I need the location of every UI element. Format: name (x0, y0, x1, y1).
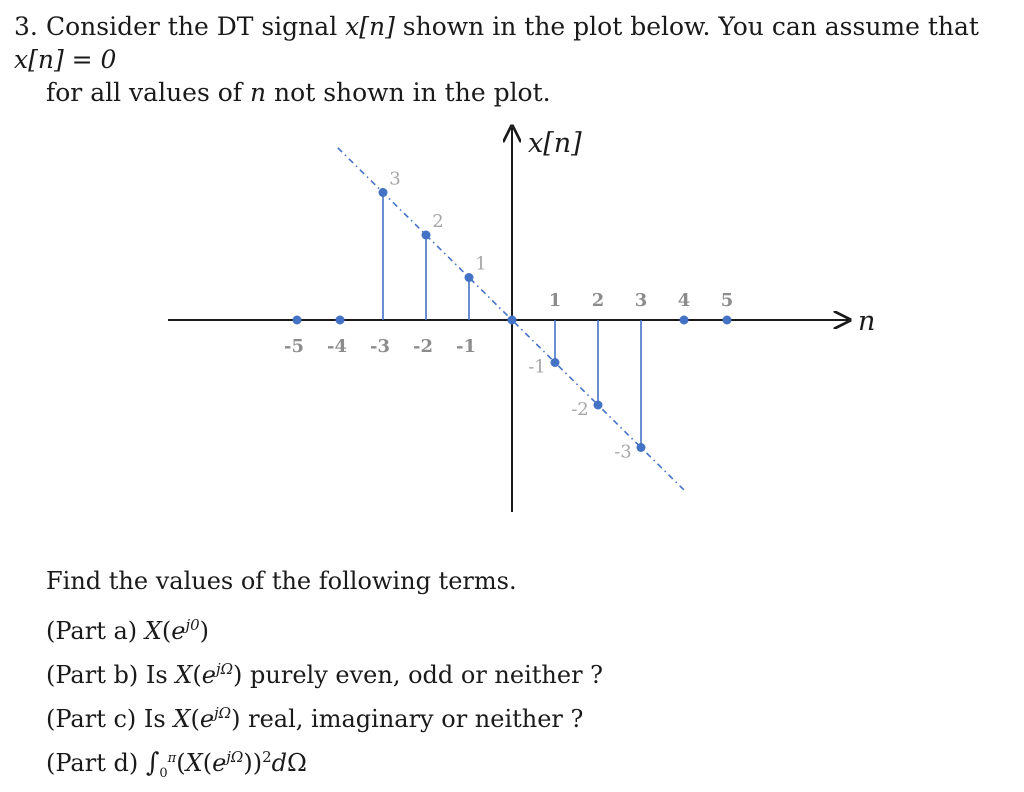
part-d: (Part d) $\int_0^\pi(X(e^{j\Omega}))^2d\Omega$ (46, 748, 307, 781)
stem-marks (284, 169, 733, 463)
tick-label-5: 5 (720, 290, 734, 311)
tick-label--1: -1 (456, 336, 476, 357)
problem-text-c: for all values of (46, 78, 250, 107)
part-c: (Part c) Is $X(e^{j\Omega})$ real, imaginary or neither ? (46, 704, 584, 733)
value-label-n2: -2 (571, 399, 589, 420)
tick-label-1: 1 (548, 290, 562, 311)
tick-label--5: -5 (284, 336, 304, 357)
stem-point-n3 (637, 443, 646, 452)
stem-point-n-4 (336, 316, 345, 325)
zero-condition: x[n] = 0 (14, 45, 117, 74)
problem-text-d: not shown in the plot. (266, 78, 551, 107)
stem-point-n1 (551, 358, 560, 367)
stem-point-n-5 (293, 316, 302, 325)
stem-point-n-3 (379, 188, 388, 197)
question-parts (46, 563, 946, 783)
value-label-n3: -3 (614, 441, 632, 463)
tick-label--2: -2 (413, 336, 433, 357)
x-axis-label: n (858, 306, 876, 337)
parts-intro: Find the values of the following terms. (46, 567, 517, 595)
problem-text-a: Consider the DT signal (46, 12, 346, 41)
tick-label-4: 4 (677, 290, 691, 311)
tick-label-3: 3 (634, 290, 648, 311)
part-b: (Part b) Is $X(e^{j\Omega})$ purely even, odd or neither ? (46, 660, 604, 689)
stem-point-n-1 (465, 273, 474, 282)
stem-point-n4 (680, 316, 689, 325)
stem-point-n-2 (422, 231, 431, 240)
tick-label--4: -4 (327, 336, 347, 357)
stem-point-n0 (508, 316, 517, 325)
value-label-n1: -1 (528, 356, 546, 378)
problem-text-b: shown in the plot below. You can assume that (394, 12, 979, 41)
value-label-n-1: 1 (475, 253, 487, 275)
value-label-n-2: 2 (432, 211, 444, 232)
tick-label--3: -3 (370, 336, 390, 357)
value-label-n-3: 3 (389, 168, 401, 190)
n-symbol: n (250, 78, 267, 107)
tick-label-2: 2 (591, 290, 605, 311)
y-axis-label: x[n] (528, 128, 582, 159)
signal-symbol: x[n] (345, 12, 395, 41)
part-a: (Part a) $X(e^{j0})$ (46, 616, 210, 645)
problem-number: 3. (14, 12, 38, 41)
stem-point-n5 (723, 316, 732, 325)
stem-point-n2 (594, 401, 603, 410)
